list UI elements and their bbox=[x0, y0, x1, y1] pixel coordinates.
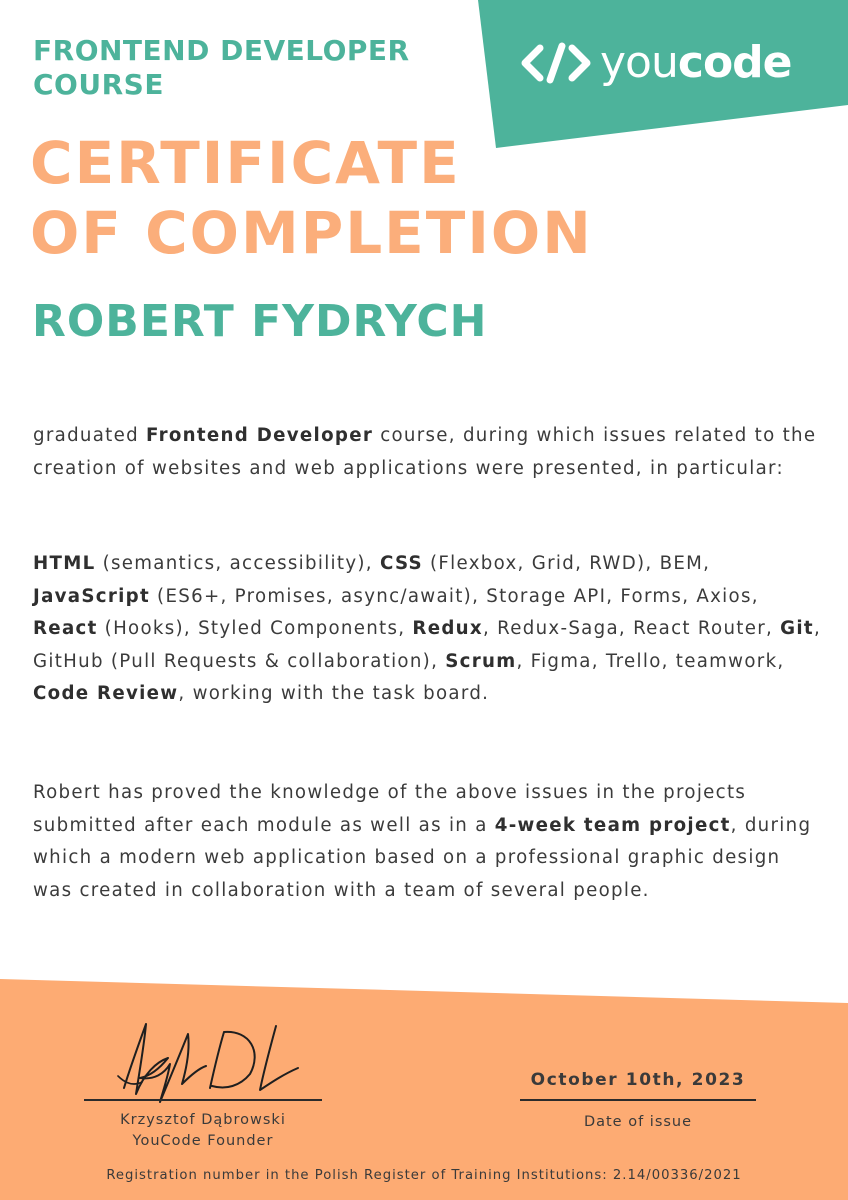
text-run: , Redux-Saga, React Router, bbox=[482, 618, 781, 640]
date-label: Date of issue bbox=[583, 1114, 693, 1130]
text-run: (Flexbox, Grid, RWD), BEM, bbox=[422, 553, 711, 574]
handwritten-signature-icon bbox=[100, 1018, 310, 1104]
registration-number: Registration number in the Polish Register of Training Institutions: 2.14/00336/2021 bbox=[106, 1168, 742, 1183]
issue-date: October 10th, 2023 bbox=[530, 1070, 746, 1090]
highlighted-term: Frontend Developer bbox=[146, 425, 374, 446]
highlighted-term: React bbox=[33, 618, 98, 640]
text-run: Robert has proved the knowledge of the above issues in the projects submitted after each module as well as in a bbox=[33, 782, 747, 836]
signer-name: Krzysztof Dąbrowski bbox=[120, 1112, 286, 1128]
text-run: (Hooks), Styled Components, bbox=[97, 618, 413, 640]
text-run: , GitHub (Pull Requests & collaboration), bbox=[33, 618, 822, 672]
signer-role: YouCode Founder bbox=[132, 1133, 274, 1149]
body-paragraph-1 bbox=[33, 420, 823, 485]
logo-text-bold: code bbox=[677, 37, 792, 88]
body-paragraph-3 bbox=[33, 777, 823, 907]
logo-text-regular: you bbox=[600, 37, 678, 88]
date-line bbox=[520, 1099, 756, 1101]
highlighted-term: Git bbox=[780, 618, 814, 640]
course-name: FRONTEND DEVELOPER COURSE bbox=[33, 34, 410, 101]
recipient-name: ROBERT FYDRYCH bbox=[32, 296, 488, 347]
highlighted-term: 4-week team project bbox=[494, 814, 731, 836]
text-run: (ES6+, Promises, async/await), Storage API, Forms, Axios, bbox=[149, 585, 759, 607]
highlighted-term: Code Review bbox=[33, 683, 179, 705]
text-run: , during which a modern web application based on a professional graphic design was created in collaboration with a team of several people. bbox=[33, 814, 812, 901]
signature-line bbox=[84, 1099, 322, 1101]
text-run: , Figma, Trello, teamwork, bbox=[516, 650, 785, 672]
text-run: (semantics, accessibility), bbox=[95, 553, 380, 574]
highlighted-term: HTML bbox=[33, 553, 96, 574]
highlighted-term: CSS bbox=[379, 553, 423, 574]
text-run: course, during which issues related to the creation of websites and web applications were presented, in particular: bbox=[33, 425, 817, 479]
logo-wordmark bbox=[600, 38, 792, 88]
code-slash-icon bbox=[520, 40, 592, 86]
body-paragraph-2 bbox=[33, 548, 823, 711]
text-run: graduated bbox=[33, 425, 147, 446]
certificate-title bbox=[30, 128, 593, 268]
highlighted-term: Redux bbox=[412, 618, 483, 640]
text-run: , working with the task board. bbox=[178, 683, 490, 705]
highlighted-term: Scrum bbox=[445, 650, 517, 672]
certificate-title-line-1: CERTIFICATE bbox=[30, 129, 461, 197]
youcode-logo bbox=[520, 38, 792, 88]
highlighted-term: JavaScript bbox=[33, 585, 150, 607]
certificate-title-line-2: OF COMPLETION bbox=[30, 199, 593, 267]
